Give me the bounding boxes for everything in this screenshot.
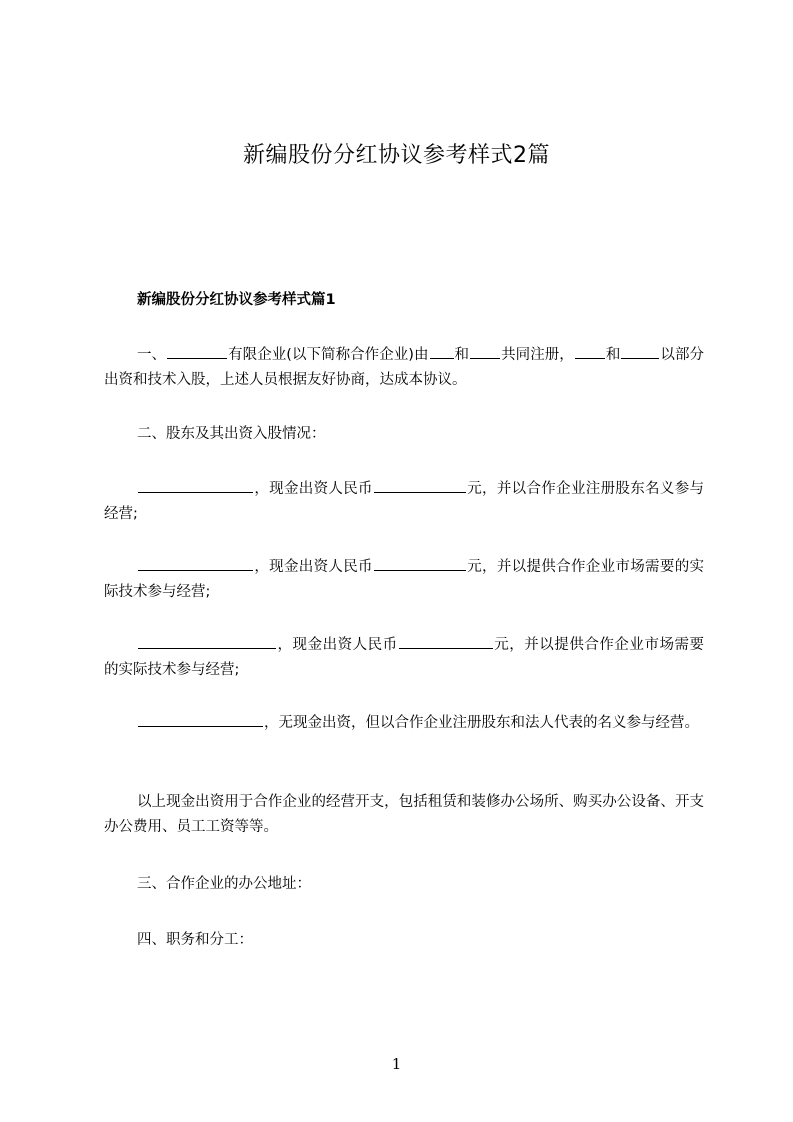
paragraph-text: 元，并以提供合作企业市场需要的实际技术参与经营; — [104, 559, 705, 600]
paragraph-text: 和 — [454, 347, 470, 363]
blank-founder-1 — [430, 344, 454, 359]
blank-amount — [399, 634, 493, 649]
paragraph-text: 有限企业(以下简称合作企业)由 — [228, 347, 429, 363]
paragraph-office-address: 三、合作企业的办公地址： — [137, 876, 311, 892]
paragraph-shareholder-2 — [104, 555, 704, 605]
paragraph-text: 以部分出资和技术入股，上述人员根据友好协商，达成本协议。 — [104, 347, 705, 388]
paragraph-duties: 四、职务和分工： — [137, 932, 253, 948]
paragraph-text: 和 — [605, 347, 621, 363]
paragraph-text: ，现金出资人民币 — [277, 637, 398, 653]
blank-founder-2 — [470, 344, 500, 359]
section-heading: 新编股份分红协议参考样式篇1 — [137, 292, 336, 308]
paragraph-text: ，现金出资人民币 — [254, 559, 373, 575]
paragraph-shareholder-3 — [104, 633, 704, 683]
paragraph-text: ，现金出资人民币 — [254, 481, 373, 497]
paragraph-text: 元，并以提供合作企业市场需要的实际技术参与经营; — [104, 637, 705, 678]
paragraph-text: 元，并以合作企业注册股东名义参与经营; — [104, 481, 705, 522]
blank-partner-2 — [621, 344, 659, 359]
paragraph-company-registration — [104, 343, 704, 393]
blank-shareholder-name — [138, 478, 253, 493]
page-number: 1 — [391, 1055, 402, 1073]
blank-shareholder-name — [138, 634, 276, 649]
paragraph-text: ，无现金出资，但以合作企业注册股东和法人代表的名义参与经营。 — [264, 715, 699, 731]
paragraph-shareholder-4 — [104, 711, 704, 736]
document-title: 新编股份分红协议参考样式2篇 — [243, 143, 550, 168]
blank-shareholder-name — [138, 556, 253, 571]
blank-partner-1 — [575, 344, 605, 359]
blank-amount — [374, 478, 466, 493]
paragraph-text: 共同注册， — [501, 347, 574, 363]
blank-shareholder-name — [138, 712, 263, 727]
paragraph-shareholder-1 — [104, 477, 704, 527]
paragraph-capital-usage: 以上现金出资用于合作企业的经营开支，包括租赁和装修办公场所、购买办公设备、开支办公费用、员工工资等等。 — [104, 794, 704, 835]
blank-amount — [374, 556, 466, 571]
clause-number: 一、 — [137, 347, 167, 363]
blank-company-name — [167, 344, 227, 359]
paragraph-shareholders-heading: 二、股东及其出资入股情况： — [137, 426, 326, 442]
